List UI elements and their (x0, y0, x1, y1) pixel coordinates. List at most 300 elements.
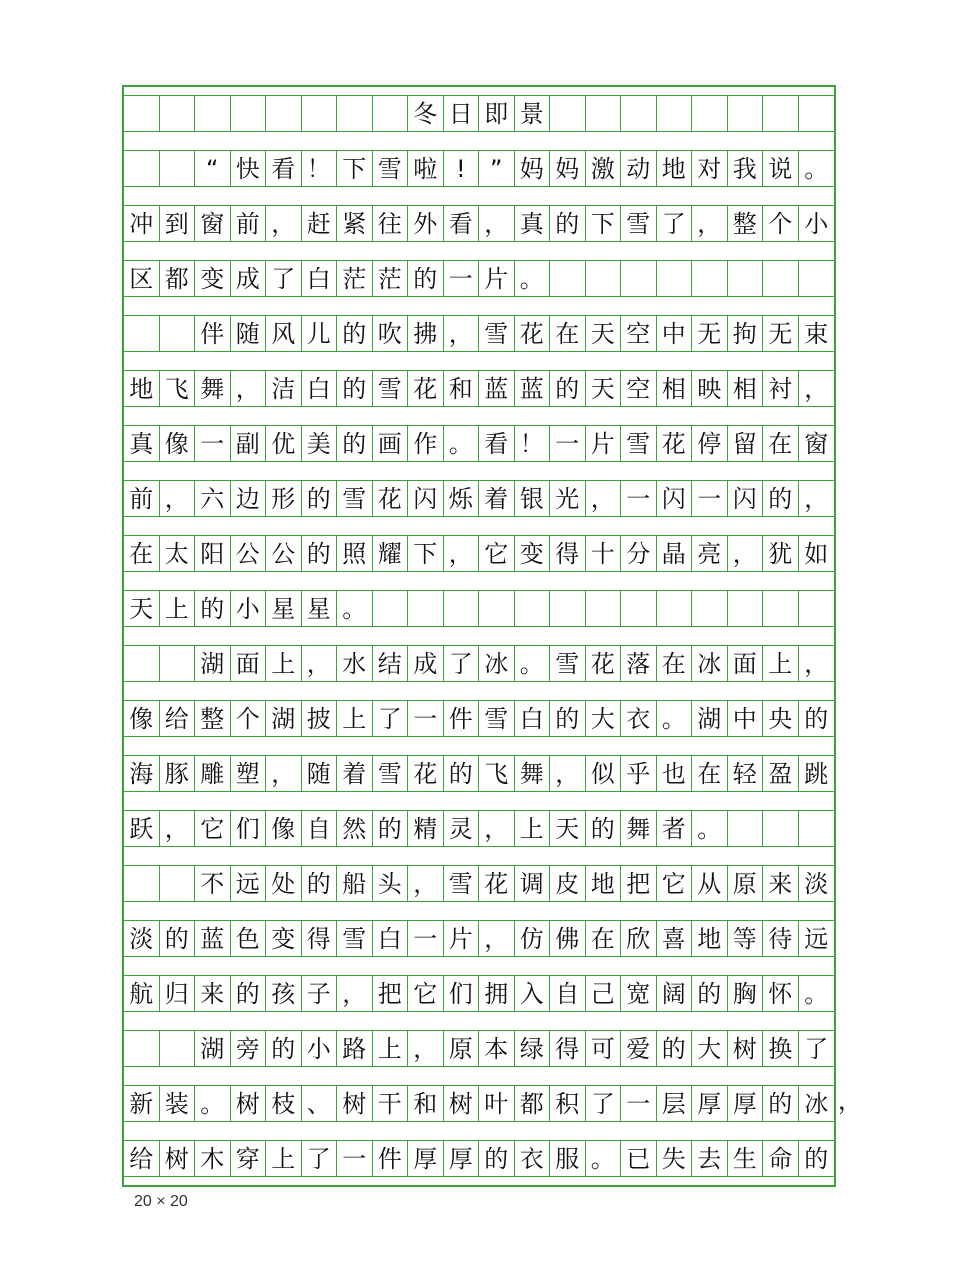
grid-cell: 。 (799, 150, 835, 187)
grid-cell: 变 (515, 535, 551, 572)
grid-cell: 原 (444, 1030, 480, 1067)
title-cell (124, 95, 160, 132)
grid-cell (160, 315, 196, 352)
grid-cell: 塑 (231, 755, 267, 792)
grid-cell: 片 (444, 920, 480, 957)
grid-cell: 变 (266, 920, 302, 957)
grid-row (124, 425, 834, 462)
grid-cell: 副 (231, 425, 267, 462)
grid-cell: 佛 (550, 920, 586, 957)
grid-cell: 轻 (728, 755, 764, 792)
grid-cell: 着 (479, 480, 515, 517)
grid-cell: ， (728, 535, 764, 572)
grid-cell: 一 (408, 920, 444, 957)
grid-cell: ， (266, 205, 302, 242)
grid-cell: 到 (160, 205, 196, 242)
grid-cell: 得 (550, 1030, 586, 1067)
grid-cell: 大 (586, 700, 622, 737)
grid-cell: 了 (799, 1030, 835, 1067)
grid-cell: 海 (124, 755, 160, 792)
grid-cell: 茫 (373, 260, 409, 297)
grid-row (124, 810, 834, 847)
grid-row (124, 205, 834, 242)
grid-cell: 孩 (266, 975, 302, 1012)
grid-cell: 闪 (728, 480, 764, 517)
grid-cell: 叶 (479, 1085, 515, 1122)
grid-row (124, 700, 834, 737)
grid-cell: 大 (692, 1030, 728, 1067)
grid-cell: 披 (302, 700, 338, 737)
grid-cell: 绿 (515, 1030, 551, 1067)
grid-cell: 犹 (763, 535, 799, 572)
grid-cell: 上 (266, 645, 302, 682)
grid-cell: 白 (373, 920, 409, 957)
grid-cell (586, 590, 622, 627)
grid-cell: ， (231, 370, 267, 407)
grid-cell (728, 590, 764, 627)
grid-cell: 雪 (337, 920, 373, 957)
grid-cell (373, 590, 409, 627)
grid-cell: 像 (124, 700, 160, 737)
grid-cell: 者 (657, 810, 693, 847)
grid-cell: 。 (657, 700, 693, 737)
grid-cell: 的 (550, 700, 586, 737)
grid-cell: 阔 (657, 975, 693, 1012)
grid-cell: 层 (657, 1085, 693, 1122)
grid-cell: 了 (373, 700, 409, 737)
grid-cell: 它 (657, 865, 693, 902)
grid-row (124, 1085, 834, 1122)
grid-cell: 一 (444, 260, 480, 297)
grid-cell: 地 (692, 920, 728, 957)
grid-cell: 调 (515, 865, 551, 902)
grid-row (124, 975, 834, 1012)
grid-cell: 衣 (621, 700, 657, 737)
grid-cell: 着 (337, 755, 373, 792)
grid-cell: 蓝 (479, 370, 515, 407)
grid-cell (657, 590, 693, 627)
grid-row (124, 95, 834, 132)
grid-cell: 上 (763, 645, 799, 682)
grid-cell: 处 (266, 865, 302, 902)
grid-cell: 我 (728, 150, 764, 187)
grid-cell: 雪 (621, 425, 657, 462)
grid-cell: 快 (231, 150, 267, 187)
grid-cell: 边 (231, 480, 267, 517)
grid-cell: 上 (373, 1030, 409, 1067)
grid-cell: 束 (799, 315, 835, 352)
grid-cell: 在 (657, 645, 693, 682)
grid-cell: 们 (231, 810, 267, 847)
title-cell (337, 95, 373, 132)
grid-cell: 换 (763, 1030, 799, 1067)
grid-cell: 天 (586, 315, 622, 352)
grid-cell: 中 (657, 315, 693, 352)
title-cell (763, 95, 799, 132)
grid-cell: 积 (550, 1085, 586, 1122)
grid-cell: 的 (763, 1085, 799, 1122)
grid-cell: 归 (160, 975, 196, 1012)
grid-cell: 地 (124, 370, 160, 407)
title-cell (195, 95, 231, 132)
grid-cell: 雪 (621, 205, 657, 242)
grid-cell: 紧 (337, 205, 373, 242)
grid-cell: “ (195, 150, 231, 187)
title-cell (657, 95, 693, 132)
grid-cell: 的 (302, 865, 338, 902)
grid-cell: ， (266, 755, 302, 792)
grid-cell: 激 (586, 150, 622, 187)
grid-cell: 乎 (621, 755, 657, 792)
grid-cell: 从 (692, 865, 728, 902)
grid-cell: 整 (728, 205, 764, 242)
grid-cell: 无 (692, 315, 728, 352)
grid-cell: 白 (302, 260, 338, 297)
grid-cell: 给 (124, 1140, 160, 1177)
grid-cell: 的 (337, 315, 373, 352)
grid-cell: 水 (337, 645, 373, 682)
title-cell (728, 95, 764, 132)
grid-cell: 远 (231, 865, 267, 902)
grid-cell: 妈 (515, 150, 551, 187)
grid-cell: 冰 (692, 645, 728, 682)
grid-cell: 。 (444, 425, 480, 462)
grid-cell: 豚 (160, 755, 196, 792)
grid-cell: 。 (799, 975, 835, 1012)
title-cell (586, 95, 622, 132)
grid-cell: 落 (621, 645, 657, 682)
grid-cell: 花 (586, 645, 622, 682)
grid-cell: 花 (408, 755, 444, 792)
grid-cell: 生 (728, 1140, 764, 1177)
grid-cell: 动 (621, 150, 657, 187)
grid-cell: 淡 (799, 865, 835, 902)
grid-cell: 的 (763, 480, 799, 517)
grid-cell: 儿 (302, 315, 338, 352)
grid-row (124, 865, 834, 902)
grid-cell: 一 (337, 1140, 373, 1177)
grid-cell: 的 (266, 1030, 302, 1067)
grid-cell: 树 (160, 1140, 196, 1177)
grid-cell (444, 590, 480, 627)
grid-cell (160, 645, 196, 682)
grid-cell (657, 260, 693, 297)
grid-cell: 的 (550, 205, 586, 242)
grid-cell (479, 590, 515, 627)
grid-cell: 的 (337, 370, 373, 407)
grid-cell: ， (408, 1030, 444, 1067)
grid-cell: 一 (195, 425, 231, 462)
grid-cell: 们 (444, 975, 480, 1012)
grid-cell (621, 260, 657, 297)
grid-cell: 上 (515, 810, 551, 847)
grid-cell: 。 (515, 260, 551, 297)
grid-cell (408, 590, 444, 627)
grid-cell: 的 (337, 425, 373, 462)
grid-cell: 随 (231, 315, 267, 352)
grid-cell: 冰 (479, 645, 515, 682)
grid-cell: 己 (586, 975, 622, 1012)
grid-cell: 了 (302, 1140, 338, 1177)
grid-cell: 树 (337, 1085, 373, 1122)
grid-cell: 个 (763, 205, 799, 242)
grid-cell: 衣 (515, 1140, 551, 1177)
grid-cell: 像 (266, 810, 302, 847)
grid-cell: 照 (337, 535, 373, 572)
grid-cell: 雪 (444, 865, 480, 902)
grid-cell: 自 (302, 810, 338, 847)
grid-cell: 啦 (408, 150, 444, 187)
grid-cell: 片 (586, 425, 622, 462)
grid-cell: 已 (621, 1140, 657, 1177)
grid-cell: ， (444, 315, 480, 352)
grid-cell: 天 (586, 370, 622, 407)
grid-cell: 花 (515, 315, 551, 352)
grid-cell: 公 (266, 535, 302, 572)
grid-cell: 雪 (550, 645, 586, 682)
grid-cell (763, 590, 799, 627)
grid-cell: 晶 (657, 535, 693, 572)
grid-cell: ， (799, 480, 835, 517)
grid-cell: 成 (408, 645, 444, 682)
grid-cell: 空 (621, 315, 657, 352)
grid-cell: 航 (124, 975, 160, 1012)
grid-cell (124, 315, 160, 352)
grid-cell: 了 (586, 1085, 622, 1122)
grid-cell: 远 (799, 920, 835, 957)
grid-cell: 来 (195, 975, 231, 1012)
grid-row (124, 535, 834, 572)
grid-cell: 的 (231, 975, 267, 1012)
grid-cell: ， (444, 535, 480, 572)
grid-cell: 面 (728, 645, 764, 682)
grid-cell: 上 (337, 700, 373, 737)
grid-cell: 枝 (266, 1085, 302, 1122)
grid-cell: 白 (302, 370, 338, 407)
grid-cell: 来 (763, 865, 799, 902)
grid-cell (799, 260, 835, 297)
grid-cell: 了 (266, 260, 302, 297)
grid-cell: 个 (231, 700, 267, 737)
grid-cell: 雪 (373, 755, 409, 792)
grid-cell: 子 (302, 975, 338, 1012)
grid-cell: 小 (799, 205, 835, 242)
grid-cell: 飞 (479, 755, 515, 792)
grid-cell (124, 1030, 160, 1067)
grid-cell: ， (550, 755, 586, 792)
grid-cell: 天 (124, 590, 160, 627)
grid-cell: 它 (479, 535, 515, 572)
grid-row (124, 920, 834, 957)
grid-cell: 得 (302, 920, 338, 957)
title-cell (231, 95, 267, 132)
grid-cell (515, 590, 551, 627)
grid-cell: 下 (586, 205, 622, 242)
grid-cell: 似 (586, 755, 622, 792)
grid-cell: 映 (692, 370, 728, 407)
grid-cell: 十 (586, 535, 622, 572)
grid-cell: 服 (550, 1140, 586, 1177)
grid-cell: ， (408, 865, 444, 902)
grid-cell: 衬 (763, 370, 799, 407)
grid-cell (692, 590, 728, 627)
grid-cell: 前 (124, 480, 160, 517)
grid-cell: 作 (408, 425, 444, 462)
grid-cell: 湖 (692, 700, 728, 737)
grid-cell: 的 (408, 260, 444, 297)
grid-cell: ， (799, 645, 835, 682)
grid-cell: 爱 (621, 1030, 657, 1067)
grid-cell: 喜 (657, 920, 693, 957)
grid-cell (728, 810, 764, 847)
grid-cell: 失 (657, 1140, 693, 1177)
grid-cell: 雪 (373, 370, 409, 407)
grid-cell: 星 (302, 590, 338, 627)
grid-cell (124, 645, 160, 682)
grid-cell: 不 (195, 865, 231, 902)
grid-cell: 、 (302, 1085, 338, 1122)
grid-cell: 的 (302, 535, 338, 572)
grid-cell: 舞 (195, 370, 231, 407)
grid-cell (728, 260, 764, 297)
grid-cell: 新 (124, 1085, 160, 1122)
grid-row (124, 1140, 834, 1177)
grid-cell: 的 (586, 810, 622, 847)
grid-row (124, 1030, 834, 1067)
grid-cell: 胸 (728, 975, 764, 1012)
grid-cell: 淡 (124, 920, 160, 957)
grid-cell: 吹 (373, 315, 409, 352)
grid-cell: 看 (444, 205, 480, 242)
grid-cell (763, 810, 799, 847)
grid-cell: 干 (373, 1085, 409, 1122)
grid-cell: 天 (550, 810, 586, 847)
grid-cell: 和 (408, 1085, 444, 1122)
grid-cell: ! (444, 150, 480, 187)
grid-cell (763, 260, 799, 297)
grid-cell: 。 (586, 1140, 622, 1177)
grid-cell: 光 (550, 480, 586, 517)
grid-cell: 在 (692, 755, 728, 792)
grid-cell: 茫 (337, 260, 373, 297)
grid-size-label: 20 × 20 (134, 1193, 188, 1210)
grid-cell: 也 (657, 755, 693, 792)
grid-cell: 冰 (799, 1085, 835, 1122)
grid-cell: 小 (231, 590, 267, 627)
title-cell (373, 95, 409, 132)
grid-cell: 的 (799, 1140, 835, 1177)
grid-cell: 的 (799, 700, 835, 737)
grid-cell: 说 (763, 150, 799, 187)
grid-cell: 如 (799, 535, 835, 572)
grid-cell: 窗 (799, 425, 835, 462)
grid-cell (160, 150, 196, 187)
grid-cell: 闪 (657, 480, 693, 517)
grid-cell: 六 (195, 480, 231, 517)
grid-cell: 怀 (763, 975, 799, 1012)
grid-cell: 的 (195, 590, 231, 627)
grid-cell: 下 (408, 535, 444, 572)
grid-cell: 自 (550, 975, 586, 1012)
grid-cell: 花 (373, 480, 409, 517)
grid-cell: 烁 (444, 480, 480, 517)
grid-cell: 亮 (692, 535, 728, 572)
grid-cell: 相 (657, 370, 693, 407)
grid-cell: 在 (124, 535, 160, 572)
grid-cell: 跃 (124, 810, 160, 847)
grid-cell: 伴 (195, 315, 231, 352)
grid-cell: 无 (763, 315, 799, 352)
grid-cell: 得 (550, 535, 586, 572)
grid-cell: 片 (479, 260, 515, 297)
grid-cell: 都 (160, 260, 196, 297)
grid-cell: 给 (160, 700, 196, 737)
grid-row (124, 755, 834, 792)
grid-cell: 雕 (195, 755, 231, 792)
grid-cell: 地 (586, 865, 622, 902)
grid-cell: 分 (621, 535, 657, 572)
grid-cell: 湖 (195, 645, 231, 682)
grid-cell: 像 (160, 425, 196, 462)
grid-cell: 太 (160, 535, 196, 572)
grid-cell: 可 (586, 1030, 622, 1067)
grid-cell: 真 (124, 425, 160, 462)
grid-cell: 树 (728, 1030, 764, 1067)
grid-cell: 一 (692, 480, 728, 517)
grid-cell: 对 (692, 150, 728, 187)
title-cell: 冬 (408, 95, 444, 132)
grid-cell: 待 (763, 920, 799, 957)
grid-cell: 往 (373, 205, 409, 242)
grid-cell (550, 590, 586, 627)
grid-cell: 湖 (195, 1030, 231, 1067)
grid-row (124, 590, 834, 627)
grid-cell: 装 (160, 1085, 196, 1122)
grid-cell: 舞 (621, 810, 657, 847)
grid-cell: 湖 (266, 700, 302, 737)
grid-cell: 星 (266, 590, 302, 627)
grid-row (124, 150, 834, 187)
title-cell (799, 95, 835, 132)
grid-cell: 留 (728, 425, 764, 462)
grid-cell: 银 (515, 480, 551, 517)
overflow-punctuation: ， (838, 1087, 862, 1115)
grid-cell: 把 (621, 865, 657, 902)
grid-cell: 停 (692, 425, 728, 462)
grid-cell: ， (479, 920, 515, 957)
title-cell: 景 (515, 95, 551, 132)
grid-cell: 路 (337, 1030, 373, 1067)
grid-cell: 头 (373, 865, 409, 902)
grid-cell: 耀 (373, 535, 409, 572)
grid-cell: 形 (266, 480, 302, 517)
grid-cell: 。 (337, 590, 373, 627)
grid-cell: ” (479, 150, 515, 187)
grid-cell: ， (302, 645, 338, 682)
grid-cell: 皮 (550, 865, 586, 902)
grid-cell: ， (337, 975, 373, 1012)
grid-cell: 蓝 (195, 920, 231, 957)
grid-cell: 看 (479, 425, 515, 462)
grid-cell: 了 (444, 645, 480, 682)
grid-cell: 。 (515, 645, 551, 682)
title-cell (692, 95, 728, 132)
grid-cell: 件 (444, 700, 480, 737)
grid-cell: 的 (302, 480, 338, 517)
grid-cell: 真 (515, 205, 551, 242)
grid-cell: 阳 (195, 535, 231, 572)
title-cell (621, 95, 657, 132)
